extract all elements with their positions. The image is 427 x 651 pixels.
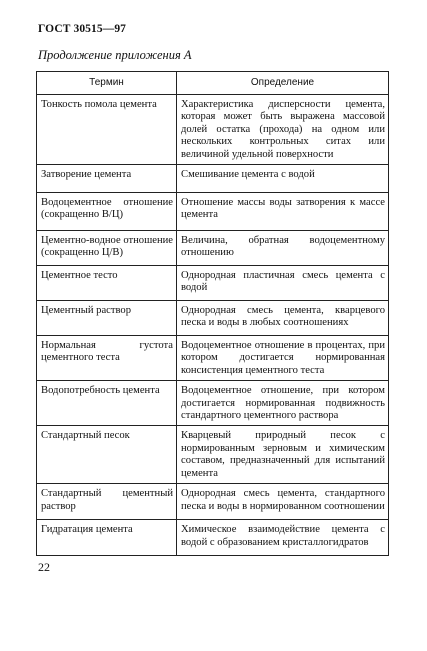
definition-column-header: Определение (177, 72, 389, 95)
term-cell: Гидратация цемента (37, 520, 177, 556)
table-row (37, 520, 389, 556)
definition-cell: Характеристика дисперсности цемента, которая может быть выражена массовой долей остатка (прохода) на одном или нескольких контрольных ситах или величиной удельной поверхности (177, 95, 389, 165)
term-cell: Нормальная густота цементного теста (37, 336, 177, 381)
term-cell: Стандартный песок (37, 426, 177, 484)
term-cell: Цементный раствор (37, 301, 177, 336)
term-cell: Стандартный цементный раствор (37, 484, 177, 520)
standard-code: ГОСТ 30515—97 (38, 23, 127, 35)
table-row (37, 231, 389, 266)
table-row (37, 381, 389, 426)
term-cell: Водопотребность цемента (37, 381, 177, 426)
definition-cell: Однородная смесь цемента, кварцевого песка и воды в любых соотношениях (177, 301, 389, 336)
definition-cell: Однородная смесь цемента, стандартного песка и воды в нормированном соотношении (177, 484, 389, 520)
term-cell: Водоцементное отношение (сокращенно В/Ц) (37, 193, 177, 231)
table-row (37, 95, 389, 165)
term-cell: Цементно-водное отношение (сокращенно Ц/В) (37, 231, 177, 266)
table-row (37, 165, 389, 193)
definition-cell: Отношение массы воды затворения к массе цемента (177, 193, 389, 231)
term-cell: Тонкость помола цемента (37, 95, 177, 165)
table-row (37, 426, 389, 484)
table-row (37, 301, 389, 336)
definition-cell: Смешивание цемента с водой (177, 165, 389, 193)
definition-cell: Водоцементное отношение, при котором достигается нормированная подвижность стандартного цементного раствора (177, 381, 389, 426)
table-row (37, 193, 389, 231)
terms-table (36, 71, 389, 556)
definition-cell: Величина, обратная водоцементному отношению (177, 231, 389, 266)
term-column-header: Термин (37, 72, 177, 95)
definition-cell: Кварцевый природный песок с нормированным зерновым и химическим составом, предназначенный для испытаний цемента (177, 426, 389, 484)
table-row (37, 266, 389, 301)
table-header-row (37, 72, 389, 95)
definition-cell: Водоцементное отношение в процентах, при котором достигается нормированная консистенция цементного теста (177, 336, 389, 381)
table-row (37, 484, 389, 520)
term-cell: Цементное тесто (37, 266, 177, 301)
term-cell: Затворение цемента (37, 165, 177, 193)
table-row (37, 336, 389, 381)
page-number: 22 (38, 560, 50, 574)
definition-cell: Однородная пластичная смесь цемента с водой (177, 266, 389, 301)
appendix-continuation-title: Продолжение приложения А (38, 48, 192, 62)
definition-cell: Химическое взаимодействие цемента с водой с образованием кристаллогидратов (177, 520, 389, 556)
